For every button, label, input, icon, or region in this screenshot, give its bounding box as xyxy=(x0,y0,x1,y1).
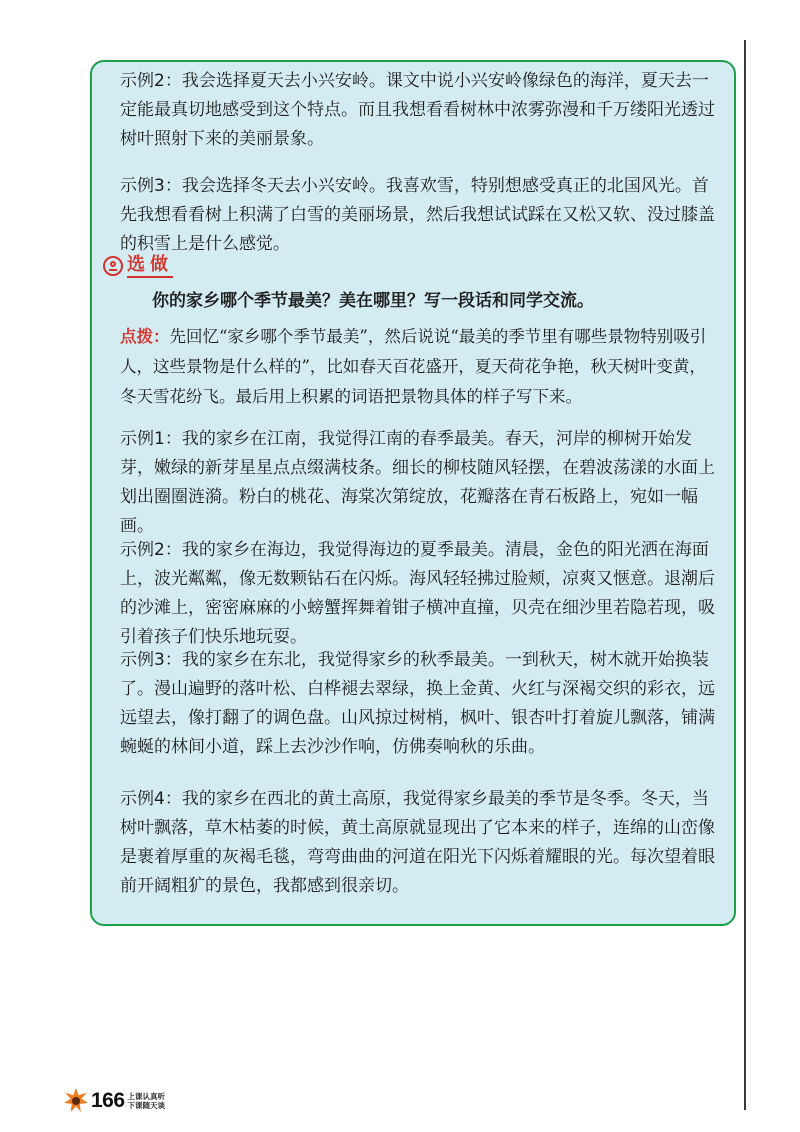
page-footer xyxy=(64,1088,165,1114)
sample-2-paragraph: 示例2：我的家乡在海边，我觉得海边的夏季最美。清晨，金色的阳光洒在海面上，波光粼粼，像无数颗钻石在闪烁。海风轻轻拂过脸颊，凉爽又惬意。退潮后的沙滩上，密密麻麻的小螃蟹挥舞着钳子横冲直撞，贝壳在细沙里若隐若现，吸引着孩子们快乐地玩耍。 xyxy=(120,540,715,647)
tip-text: 先回忆“家乡哪个季节最美”，然后说说“最美的季节里有哪些景物特别吸引人，这些景物是什么样的”，比如春天百花盛开，夏天荷花争艳，秋天树叶变黄，冬天雪花纷飞。最后用上积累的词语把景物具体的样子写下来。 xyxy=(120,327,707,406)
sample-4-paragraph: 示例4：我的家乡在西北的黄土高原，我觉得家乡最美的季节是冬季。冬天，当树叶飘落，草木枯萎的时候，黄土高原就显现出了它本来的样子，连绵的山峦像是裹着厚重的灰褐毛毯，弯弯曲曲的河道在阳光下闪烁着耀眼的光。每次望着眼前开阔粗犷的景色，我都感到很亲切。 xyxy=(120,789,715,896)
page-number: 166 xyxy=(91,1089,125,1112)
example-3-paragraph: 示例3：我会选择冬天去小兴安岭。我喜欢雪，特别想感受真正的北国风光。首先我想看看树上积满了白雪的美丽场景，然后我想试试踩在又松又软、没过膝盖的积雪上是什么感觉。 xyxy=(120,176,715,254)
page-edge-line xyxy=(744,40,746,1110)
brand-line-1: 上课认真听 xyxy=(127,1092,166,1101)
sample-3-paragraph: 示例3：我的家乡在东北，我觉得家乡的秋季最美。一到秋天，树木就开始换装了。漫山遍野的落叶松、白桦褪去翠绿，换上金黄、火红与深褐交织的彩衣，远远望去，像打翻了的调色盘。山风掠过树梢，枫叶、银杏叶打着旋儿飘落，铺满蜿蜒的林间小道，踩上去沙沙作响，仿佛奏响秋的乐曲。 xyxy=(120,650,715,757)
optional-section-heading xyxy=(103,252,173,280)
example-2-paragraph: 示例2：我会选择夏天去小兴安岭。课文中说小兴安岭像绿色的海洋，夏天去一定能最真切地感受到这个特点。而且我想看看树林中浓雾弥漫和千万缕阳光透过树叶照射下来的美丽景象。 xyxy=(120,71,715,149)
person-badge-icon xyxy=(103,256,123,276)
mascot-icon xyxy=(64,1088,88,1114)
tip-paragraph xyxy=(120,322,720,412)
sample-1-paragraph: 示例1：我的家乡在江南，我觉得江南的春季最美。春天，河岸的柳树开始发芽，嫩绿的新芽星星点点缀满枝条。细长的柳枝随风轻摆，在碧波荡漾的水面上划出圈圈涟漪。粉白的桃花、海棠次第绽放，花瓣落在青石板路上，宛如一幅画。 xyxy=(120,429,715,536)
brand-line-2: 下课随天谈 xyxy=(127,1101,166,1110)
section-heading-label: 选做 xyxy=(127,254,173,278)
question-text: 你的家乡哪个季节最美？美在哪里？写一段话和同学交流。 xyxy=(152,291,594,311)
tip-label: 点拨： xyxy=(120,327,170,346)
brand-slogan xyxy=(128,1092,166,1110)
